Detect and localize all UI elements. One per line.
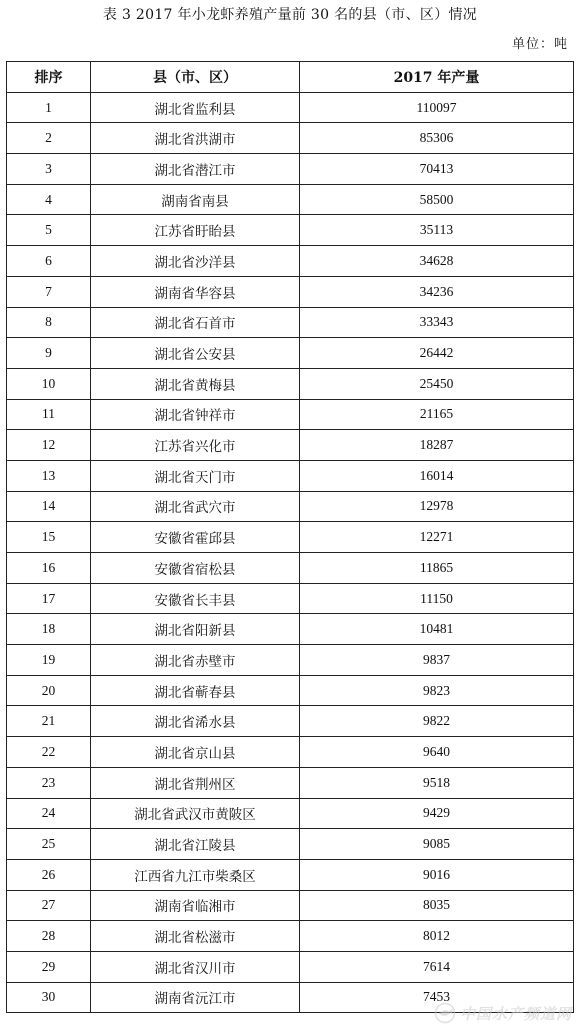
county-cell: 湖北省天门市 <box>91 460 300 491</box>
county-cell: 湖北省蕲春县 <box>91 675 300 706</box>
county-cell: 湖北省钟祥市 <box>91 399 300 430</box>
rank-cell: 28 <box>7 921 91 952</box>
county-cell: 湖北省监利县 <box>91 92 300 123</box>
county-cell: 湖北省公安县 <box>91 338 300 369</box>
table-row <box>7 92 574 123</box>
table-row <box>7 154 574 185</box>
county-cell: 江苏省盱眙县 <box>91 215 300 246</box>
output-cell: 9823 <box>300 675 574 706</box>
rank-cell: 2 <box>7 123 91 154</box>
output-cell: 9085 <box>300 829 574 860</box>
county-cell: 湖南省南县 <box>91 184 300 215</box>
table-row <box>7 829 574 860</box>
county-cell: 湖南省临湘市 <box>91 890 300 921</box>
output-cell: 33343 <box>300 307 574 338</box>
table-row <box>7 399 574 430</box>
table-row <box>7 276 574 307</box>
rank-cell: 16 <box>7 553 91 584</box>
table-row <box>7 675 574 706</box>
county-cell: 湖北省武汉市黄陂区 <box>91 798 300 829</box>
county-cell: 湖北省沙洋县 <box>91 246 300 277</box>
output-cell: 9640 <box>300 737 574 768</box>
county-cell: 湖北省江陵县 <box>91 829 300 860</box>
table-row <box>7 706 574 737</box>
county-cell: 湖北省汉川市 <box>91 951 300 982</box>
county-cell: 安徽省霍邱县 <box>91 522 300 553</box>
output-cell: 9822 <box>300 706 574 737</box>
rank-cell: 7 <box>7 276 91 307</box>
county-cell: 湖北省荆州区 <box>91 767 300 798</box>
table-row <box>7 368 574 399</box>
output-cell: 70413 <box>300 154 574 185</box>
output-cell: 9518 <box>300 767 574 798</box>
rank-cell: 14 <box>7 491 91 522</box>
rank-cell: 21 <box>7 706 91 737</box>
rank-cell: 8 <box>7 307 91 338</box>
rank-cell: 25 <box>7 829 91 860</box>
rank-cell: 6 <box>7 246 91 277</box>
output-cell: 12978 <box>300 491 574 522</box>
header-county: 县（市、区） <box>91 62 300 93</box>
unit-label: 单位：吨 <box>511 37 568 52</box>
rank-cell: 23 <box>7 767 91 798</box>
county-cell: 江苏省兴化市 <box>91 430 300 461</box>
table-row <box>7 123 574 154</box>
output-cell: 16014 <box>300 460 574 491</box>
rank-cell: 17 <box>7 583 91 614</box>
output-cell: 12271 <box>300 522 574 553</box>
rank-cell: 1 <box>7 92 91 123</box>
county-cell: 湖北省浠水县 <box>91 706 300 737</box>
table-row <box>7 215 574 246</box>
table-row <box>7 491 574 522</box>
output-cell: 26442 <box>300 338 574 369</box>
county-cell: 湖北省洪湖市 <box>91 123 300 154</box>
output-cell: 35113 <box>300 215 574 246</box>
output-cell: 18287 <box>300 430 574 461</box>
output-cell: 21165 <box>300 399 574 430</box>
rank-cell: 3 <box>7 154 91 185</box>
rank-cell: 27 <box>7 890 91 921</box>
output-cell: 34628 <box>300 246 574 277</box>
county-cell: 湖北省赤壁市 <box>91 645 300 676</box>
output-cell: 9016 <box>300 859 574 890</box>
rank-cell: 29 <box>7 951 91 982</box>
table-row <box>7 737 574 768</box>
rank-cell: 19 <box>7 645 91 676</box>
output-cell: 11865 <box>300 553 574 584</box>
rank-cell: 13 <box>7 460 91 491</box>
rank-cell: 12 <box>7 430 91 461</box>
output-cell: 110097 <box>300 92 574 123</box>
table-row <box>7 522 574 553</box>
rank-cell: 15 <box>7 522 91 553</box>
table-row <box>7 246 574 277</box>
county-cell: 安徽省长丰县 <box>91 583 300 614</box>
output-cell: 34236 <box>300 276 574 307</box>
fish-logo-icon <box>434 1002 456 1024</box>
table-row <box>7 460 574 491</box>
rank-cell: 22 <box>7 737 91 768</box>
table-row <box>7 338 574 369</box>
output-cell: 10481 <box>300 614 574 645</box>
watermark <box>434 1002 572 1024</box>
rank-cell: 20 <box>7 675 91 706</box>
table-row <box>7 553 574 584</box>
header-rank: 排序 <box>7 62 91 93</box>
rank-cell: 4 <box>7 184 91 215</box>
rank-cell: 5 <box>7 215 91 246</box>
rank-cell: 24 <box>7 798 91 829</box>
county-cell: 湖南省沅江市 <box>91 982 300 1013</box>
county-cell: 江西省九江市柴桑区 <box>91 859 300 890</box>
output-cell: 8012 <box>300 921 574 952</box>
table-row <box>7 307 574 338</box>
output-cell: 58500 <box>300 184 574 215</box>
output-cell: 9837 <box>300 645 574 676</box>
table-row <box>7 767 574 798</box>
table-row <box>7 184 574 215</box>
rank-cell: 26 <box>7 859 91 890</box>
table-row <box>7 921 574 952</box>
county-cell: 湖北省京山县 <box>91 737 300 768</box>
county-cell: 湖北省潜江市 <box>91 154 300 185</box>
rank-cell: 9 <box>7 338 91 369</box>
county-cell: 安徽省宿松县 <box>91 553 300 584</box>
output-cell: 7453 <box>300 982 574 1013</box>
table-row <box>7 645 574 676</box>
rank-cell: 18 <box>7 614 91 645</box>
county-cell: 湖北省武穴市 <box>91 491 300 522</box>
output-cell: 85306 <box>300 123 574 154</box>
table-row <box>7 430 574 461</box>
table-row <box>7 951 574 982</box>
county-cell: 湖北省松滋市 <box>91 921 300 952</box>
output-cell: 7614 <box>300 951 574 982</box>
county-cell: 湖北省石首市 <box>91 307 300 338</box>
table-row <box>7 890 574 921</box>
output-cell: 25450 <box>300 368 574 399</box>
table-row <box>7 614 574 645</box>
table-caption: 表 3 2017 年小龙虾养殖产量前 30 名的县（市、区）情况 <box>102 7 478 23</box>
county-cell: 湖北省黄梅县 <box>91 368 300 399</box>
table-body <box>7 92 574 1013</box>
rank-cell: 10 <box>7 368 91 399</box>
output-cell: 11150 <box>300 583 574 614</box>
rank-cell: 30 <box>7 982 91 1013</box>
output-cell: 8035 <box>300 890 574 921</box>
header-output: 2017 年产量 <box>300 62 574 93</box>
rank-cell: 11 <box>7 399 91 430</box>
output-cell: 9429 <box>300 798 574 829</box>
table-header-row <box>7 62 574 93</box>
crayfish-output-table <box>6 61 574 1013</box>
table-row <box>7 583 574 614</box>
table-row <box>7 859 574 890</box>
table-row <box>7 798 574 829</box>
watermark-text: 中国水产频道网 <box>459 1004 572 1023</box>
county-cell: 湖北省阳新县 <box>91 614 300 645</box>
county-cell: 湖南省华容县 <box>91 276 300 307</box>
